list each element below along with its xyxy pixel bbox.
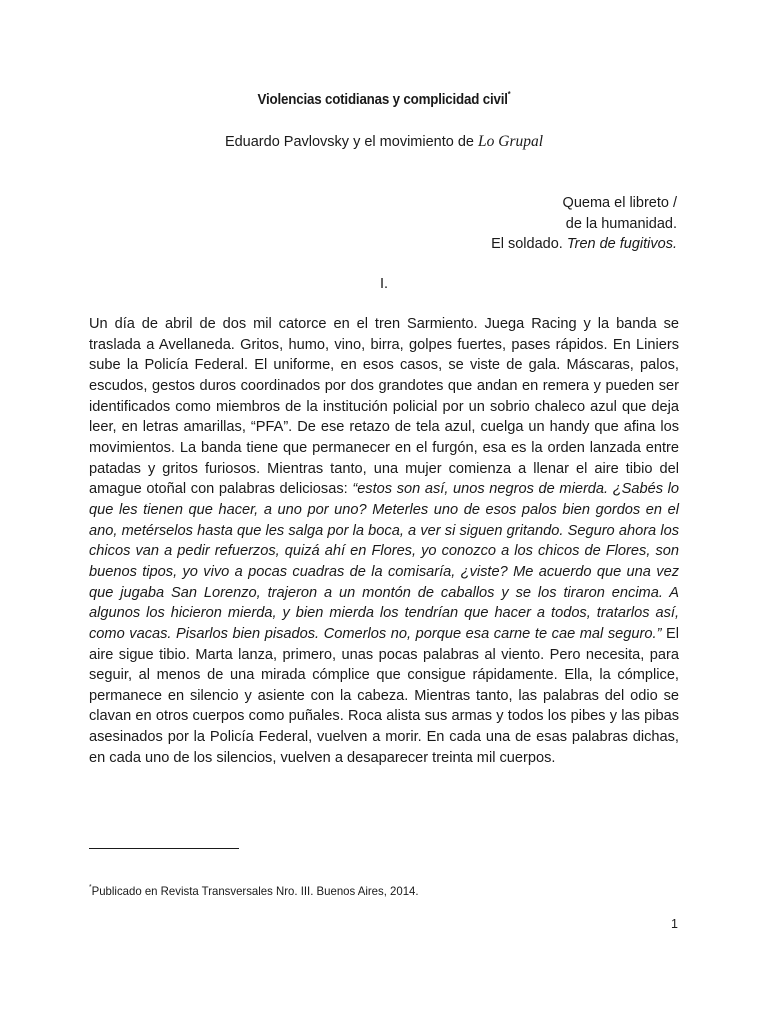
- epigraph-line-3-italic: Tren de fugitivos.: [566, 236, 677, 252]
- epigraph: [491, 193, 677, 255]
- paragraph-quote: “estos son así, unos negros de mierda. ¿Sabés lo que les tienen que hacer, a uno por uno? Meterles uno de esos palos bien gordos en el ano, metérselos hasta que les salga por la boca, a ver si siguen gritando. Seguro ahora los chicos van a pedir refuerzos, quizá ahí en Flores, yo conozco a los chicos de Flores, son buenos tipos, yo vivo a pocas cuadras de la comisaría, ¿viste? Me acuerdo que una vez que jugaba San Lorenzo, trajeron a un montón de caballos y se los tiraron encima. A algunos los hicieron mierda, y bien mierda los tendrían que hacer a todos, tratarlos así, como vacas. Pisarlos bien pisados. Comerlos no, porque esa carne te cae mal seguro.”: [89, 481, 680, 642]
- subtitle-prefix: Eduardo Pavlovsky y el movimiento de: [224, 134, 479, 150]
- paragraph-part-1: Un día de abril de dos mil catorce en el tren Sarmiento. Juega Racing y la banda se traslada a Avellaneda. Gritos, humo, vino, birra, golpes fuertes, pases rápidos. En Liniers sube la Policía Federal. El uniforme, en esos casos, se viste de gala. Máscaras, palos, escudos, gestos duros coordinados por dos grandotes que andan en remera y pueden ser identificados como miembros de la institución policial por un sobrio chaleco azul que deja leer, en letras amarillas, “PFA”. De ese retazo de tela azul, cuelga un handy que afina los movimientos. La banda tiene que permanecer en el furgón, esa es la orden lanzada entre patadas y gritos furiosos. Mientras tanto, una mujer comienza a llenar el aire tibio del amague otoñal con palabras deliciosas:: [89, 316, 679, 498]
- title-footnote-mark: *: [507, 90, 511, 99]
- title-text: Violencias cotidianas y complicidad civil: [257, 92, 508, 108]
- footnote-separator: [89, 848, 239, 849]
- epigraph-line-3-prefix: El soldado.: [491, 236, 567, 252]
- document-title: [31, 92, 738, 108]
- subtitle-italic: Lo Grupal: [478, 133, 544, 150]
- epigraph-line-2: de la humanidad.: [565, 215, 677, 232]
- section-heading: I.: [379, 276, 389, 292]
- document-subtitle: [0, 133, 768, 151]
- epigraph-line-3: [491, 234, 677, 255]
- footnote: [89, 884, 419, 898]
- paragraph-part-2: El aire sigue tibio. Marta lanza, primero, unas pocas palabras al viento. Pero necesita, para seguir, al menos de una mirada cómplice que consigue rápidamente. Ella, la cómplice, permanece en silencio y asiente con la cabeza. Mientras tanto, las palabras del odio se clavan en otros cuerpos como puñales. Roca alista sus armas y todos los pibes y las pibas asesinados por la Policía Federal, vuelven a morir. En cada una de esas palabras dichas, en cada uno de los silencios, vuelven a desaparecer treinta mil cuerpos.: [89, 625, 680, 766]
- epigraph-line-1: Quema el libreto /: [562, 195, 677, 211]
- footnote-mark: *: [89, 884, 92, 891]
- footnote-text: Publicado en Revista Transversales Nro. III. Buenos Aires, 2014.: [91, 884, 419, 898]
- body-paragraph: [89, 314, 679, 768]
- page-number: 1: [671, 917, 678, 931]
